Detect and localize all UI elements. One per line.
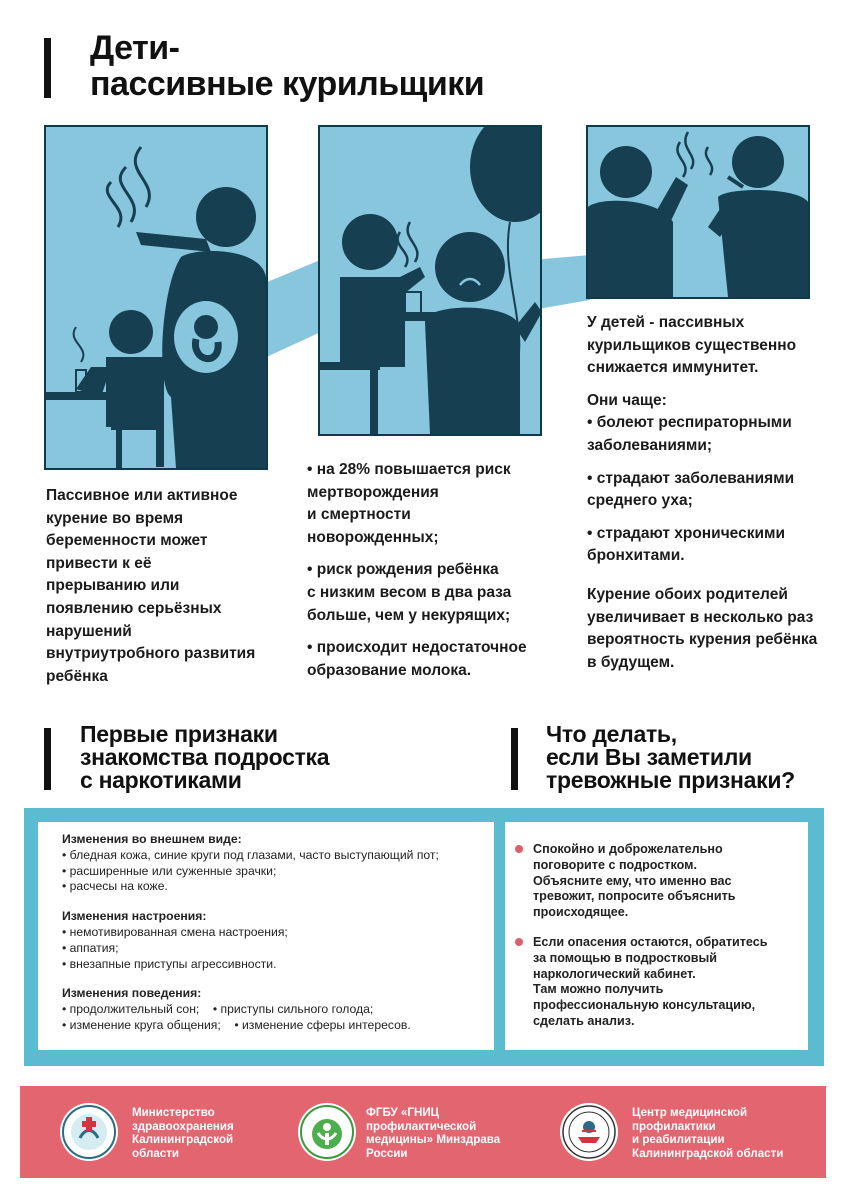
- text-line: мертворождения: [307, 483, 439, 501]
- text-line: беременности может: [46, 532, 208, 550]
- illustration-pregnant-smoker: [44, 125, 268, 470]
- signs-heading: [80, 723, 329, 792]
- list-item: • изменение круга общения; • изменение сферы интересов.: [62, 1017, 411, 1032]
- list-item: • бледная кожа, синие круги под глазами, часто выступающий пот;: [62, 847, 439, 862]
- org-name-line: здравоохранения: [132, 1119, 234, 1133]
- todo-item-2: [513, 935, 800, 1030]
- text-line: • страдают хроническими: [587, 524, 786, 542]
- text-line: прерыванию или: [46, 577, 180, 595]
- heading-line: Первые признаки: [80, 721, 278, 747]
- text-line: заболеваниями;: [587, 436, 713, 454]
- org-name-line: Министерство: [132, 1106, 215, 1119]
- org-name-line: профилактической: [366, 1119, 477, 1133]
- text-line: ребёнка: [46, 667, 108, 685]
- text-line: • страдают заболеваниями: [587, 469, 795, 487]
- heading-line: тревожные признаки?: [546, 767, 795, 793]
- text-line: новорожденных;: [307, 528, 439, 546]
- org-ministry: [132, 1106, 234, 1160]
- org-name-line: медицины» Минздрава: [366, 1133, 501, 1147]
- signs-heading-bar: [44, 728, 51, 790]
- text-line: • на 28% повышается риск: [307, 461, 511, 478]
- text-line: поговорите с подростком.: [533, 857, 697, 872]
- footer: [20, 1086, 826, 1178]
- ministry-logo: [60, 1103, 118, 1161]
- text-line: происходящее.: [533, 905, 629, 920]
- list-item: • внезапные приступы агрессивности.: [62, 956, 277, 971]
- text-line: и смертности: [307, 506, 411, 524]
- org-name-line: профилактики: [632, 1119, 716, 1133]
- text-line: в будущем.: [587, 653, 675, 671]
- org-name-line: Калининградской: [132, 1133, 234, 1147]
- mood-title: Изменения настроения:: [62, 909, 207, 924]
- list-item: • расчесы на коже.: [62, 879, 168, 894]
- text-line: увеличивает в несколько раз: [587, 608, 814, 626]
- org-name-line: области: [132, 1146, 180, 1160]
- appearance-title: Изменения во внешнем виде:: [62, 832, 242, 846]
- todo-heading: [546, 723, 795, 792]
- illustration-cafe-smoker: [318, 125, 542, 436]
- text-line: У детей - пассивных: [587, 314, 745, 331]
- list-item: • аппатия;: [62, 940, 119, 955]
- text-line: Они чаще:: [587, 391, 667, 409]
- gnic-logo: [298, 1103, 356, 1161]
- text-line: Объясните ему, что именно вас: [533, 873, 732, 888]
- text-line: сделать анализ.: [533, 1013, 635, 1028]
- org-gnic: [366, 1106, 500, 1160]
- heading-line: если Вы заметили: [546, 744, 752, 770]
- text-line: внутриутробного развития: [46, 645, 256, 663]
- text-line: тревожит, попросите объяснить: [533, 889, 736, 904]
- org-name-line: и реабилитации: [632, 1133, 725, 1147]
- text-line: профессиональную консультацию,: [533, 998, 756, 1013]
- title-line-2: пассивные курильщики: [90, 65, 485, 103]
- text-line: Спокойно и доброжелательно: [533, 842, 723, 856]
- behavior-title: Изменения поведения:: [62, 986, 202, 1001]
- org-name-line: Калининградской области: [632, 1146, 784, 1160]
- list-item: • немотивированная смена настроения;: [62, 924, 288, 939]
- list-item: • продолжительный сон; • приступы сильного голода;: [62, 1002, 374, 1017]
- text-line: • болеют респираторными: [587, 414, 792, 432]
- col3-text: [587, 312, 817, 674]
- text-line: появлению серьёзных: [46, 599, 222, 617]
- todo-item-1: [513, 842, 800, 921]
- text-line: с низким весом в два раза: [307, 583, 512, 601]
- text-line: привести к её: [46, 554, 152, 572]
- text-line: наркологический кабинет.: [533, 966, 696, 981]
- text-line: Курение обоих родителей: [587, 585, 788, 603]
- text-line: Там можно получить: [533, 982, 664, 997]
- org-name-line: России: [366, 1146, 408, 1160]
- illustration-two-smokers: [586, 125, 810, 299]
- signs-box: [38, 822, 494, 1050]
- text-line: среднего уха;: [587, 492, 693, 510]
- heading-line: Что делать,: [546, 721, 677, 747]
- text-line: Если опасения остаются, обратитесь: [533, 934, 768, 949]
- bullet-dot: [515, 938, 523, 946]
- org-name-line: ФГБУ «ГНИЦ: [366, 1106, 440, 1119]
- text-line: нарушений: [46, 622, 132, 640]
- col2-text: [307, 459, 527, 682]
- heading-line: с наркотиками: [80, 767, 242, 793]
- todo-heading-bar: [511, 728, 518, 790]
- text-line: курение во время: [46, 509, 184, 527]
- text-line: вероятность курения ребёнка: [587, 631, 818, 649]
- text-line: снижается иммунитет.: [587, 359, 759, 377]
- center-logo: [560, 1103, 618, 1161]
- heading-line: знакомства подростка: [80, 744, 330, 770]
- title-line-1: Дети-: [90, 29, 180, 67]
- text-line: Пассивное или активное: [46, 487, 238, 504]
- text-line: • происходит недостаточное: [307, 639, 527, 657]
- text-line: за помощью в подростковый: [533, 950, 718, 965]
- text-line: бронхитами.: [587, 547, 685, 565]
- org-name-line: Центр медицинской: [632, 1106, 748, 1119]
- text-line: курильщиков существенно: [587, 336, 797, 354]
- bullet-dot: [515, 845, 523, 853]
- text-line: • риск рождения ребёнка: [307, 561, 499, 579]
- todo-box: [505, 822, 808, 1050]
- text-line: больше, чем у некурящих;: [307, 606, 511, 624]
- org-center: [632, 1106, 783, 1160]
- text-line: образование молока.: [307, 661, 472, 679]
- col1-text: [46, 485, 255, 688]
- list-item: • расширенные или суженные зрачки;: [62, 863, 277, 878]
